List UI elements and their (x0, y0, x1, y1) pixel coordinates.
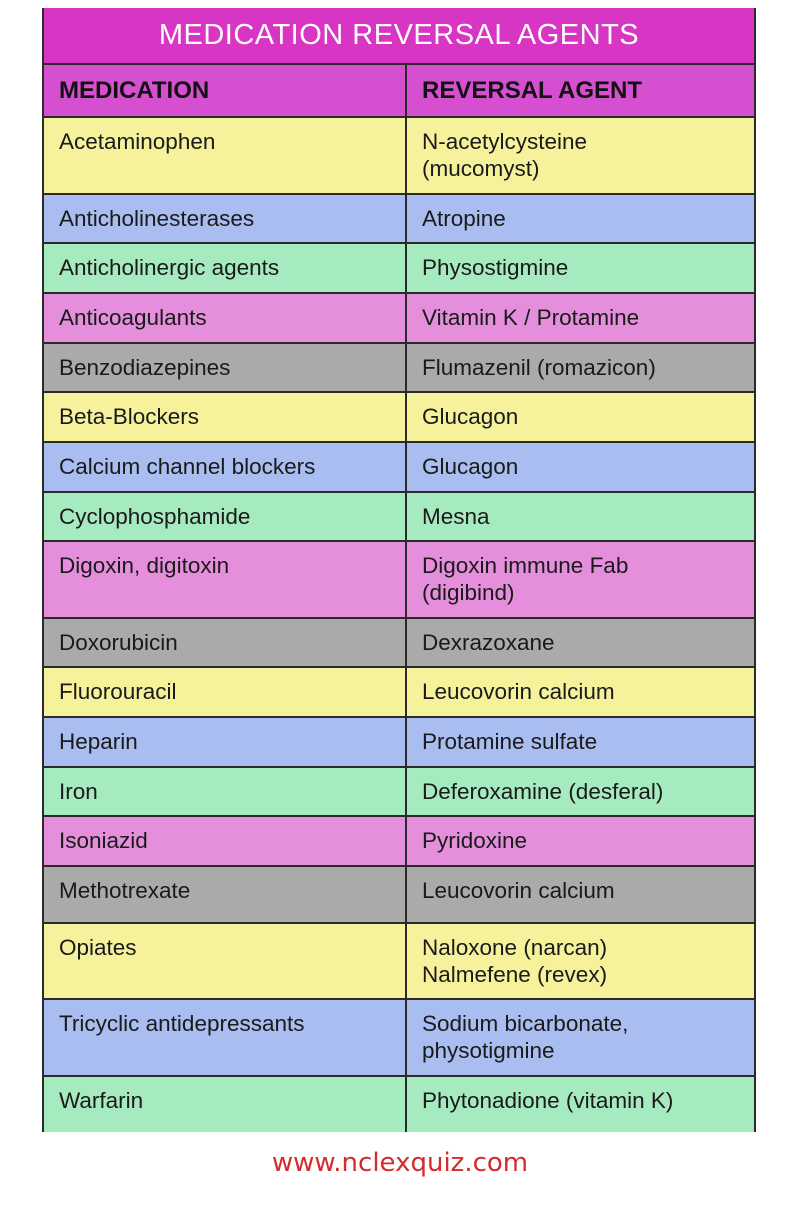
medication-cell: Opiates (44, 924, 407, 998)
header-medication: MEDICATION (44, 65, 407, 116)
reversal-agent-cell: Leucovorin calcium (422, 878, 615, 903)
table-row (44, 619, 754, 668)
medication-cell: Cyclophosphamide (44, 493, 407, 540)
medication-cell: Calcium channel blockers (44, 443, 407, 491)
reversal-agents-table (42, 8, 756, 1132)
medication-cell: Fluorouracil (44, 668, 407, 716)
reversal-agent-cell: Leucovorin calcium (422, 679, 615, 704)
table-body (44, 118, 754, 1132)
medication-cell: Doxorubicin (44, 619, 407, 666)
table-row (44, 1077, 754, 1132)
medication-cell: Warfarin (44, 1077, 407, 1132)
reversal-agent-cell: Dexrazoxane (422, 630, 555, 655)
table-row (44, 718, 754, 768)
medication-cell: Methotrexate (44, 867, 407, 922)
medication-cell: Tricyclic antidepressants (44, 1000, 407, 1075)
site-url: www.nclexquiz.com (271, 1148, 529, 1178)
table-row (44, 393, 754, 443)
medication-cell: Acetaminophen (44, 118, 407, 193)
table-row (44, 195, 754, 244)
table-row (44, 768, 754, 817)
reversal-agent-cell: Protamine sulfate (422, 729, 598, 754)
reversal-agent-cell: Deferoxamine (desferal) (422, 779, 664, 804)
reversal-agent-cell: Sodium bicarbonate, physotigmine (422, 1011, 629, 1063)
table-title: MEDICATION REVERSAL AGENTS (44, 8, 754, 65)
table-row (44, 924, 754, 1000)
medication-cell: Anticholinesterases (44, 195, 407, 242)
reversal-agent-cell: Glucagon (422, 404, 519, 429)
reversal-agent-cell: Flumazenil (romazicon) (422, 355, 656, 380)
medication-cell: Anticholinergic agents (44, 244, 407, 292)
table-row (44, 817, 754, 867)
table-row (44, 867, 754, 924)
reversal-agent-cell: Vitamin K / Protamine (422, 305, 640, 330)
reversal-agent-cell: Phytonadione (vitamin K) (422, 1088, 674, 1113)
reversal-agent-cell: N-acetylcysteine (mucomyst) (422, 129, 588, 181)
reversal-agent-cell: Glucagon (422, 454, 519, 479)
reversal-agent-cell: Pyridoxine (422, 828, 528, 853)
header-reversal-agent: REVERSAL AGENT (422, 77, 643, 104)
medication-cell: Heparin (44, 718, 407, 766)
table-row (44, 668, 754, 718)
reversal-agent-cell: Digoxin immune Fab (digibind) (422, 553, 629, 605)
table-row (44, 1000, 754, 1077)
medication-cell: Isoniazid (44, 817, 407, 865)
reversal-agent-cell: Physostigmine (422, 255, 569, 280)
reversal-agent-cell: Mesna (422, 504, 490, 529)
reversal-agent-cell: Atropine (422, 206, 506, 231)
table-header-row (44, 65, 754, 118)
medication-cell: Iron (44, 768, 407, 815)
table-row (44, 344, 754, 393)
table-row (44, 493, 754, 542)
table-row (44, 294, 754, 344)
medication-cell: Anticoagulants (44, 294, 407, 342)
table-row (44, 244, 754, 294)
medication-cell: Benzodiazepines (44, 344, 407, 391)
reversal-agent-cell: Naloxone (narcan) Nalmefene (revex) (422, 935, 608, 987)
table-row (44, 118, 754, 195)
medication-cell: Beta-Blockers (44, 393, 407, 441)
table-row (44, 443, 754, 493)
table-row (44, 542, 754, 619)
medication-cell: Digoxin, digitoxin (44, 542, 407, 617)
